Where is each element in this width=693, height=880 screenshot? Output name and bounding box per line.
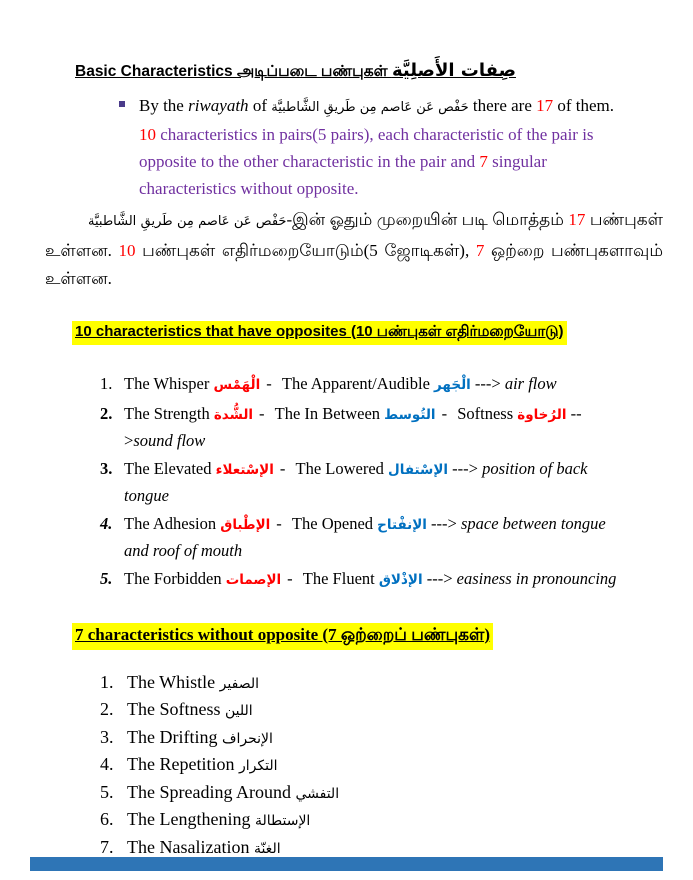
- section-heading-opposites: 10 characteristics that have opposites (10 பண்புகள் எதிர்மறையோடு): [72, 321, 567, 345]
- list-item: [100, 782, 658, 805]
- count-17: 17: [536, 96, 554, 115]
- term-arabic: الغنّة: [253, 840, 281, 857]
- dash-separator: -: [441, 403, 448, 423]
- term-arabic-blue: الْجَهر: [434, 376, 471, 393]
- intro-purple-text-1: characteristics in pairs(5 pairs), each characteristic of the pair is opposite to the other characteristic in the pair and: [139, 125, 594, 171]
- term-english: The Nasalization: [127, 836, 254, 857]
- list-item: [100, 566, 645, 593]
- term-english: The Drifting: [127, 726, 222, 747]
- term-english: The Apparent/Audible: [277, 373, 435, 393]
- bottom-blue-bar: [30, 857, 663, 871]
- intro-of: of: [248, 96, 272, 115]
- item-number: 1.: [100, 671, 114, 692]
- term-arabic-red: الرُخاوة: [517, 406, 567, 423]
- item-description: easiness in pronouncing: [456, 568, 617, 588]
- intro-of-them: of them.: [553, 96, 615, 115]
- item-number: 7.: [100, 836, 114, 857]
- term-english: The Lengthening: [127, 809, 255, 829]
- list-item: [100, 401, 645, 453]
- list-item: [100, 727, 658, 750]
- item-number: 3.: [100, 458, 113, 478]
- arrow-text: --->: [426, 513, 461, 533]
- tamil-text-1: -இன் ஓதும் முறையின் படி மொத்தம்: [286, 210, 569, 229]
- list-item: [100, 511, 645, 563]
- dash-separator: -: [259, 403, 265, 423]
- title-arabic: صِفات الأَصلِيَّة: [391, 60, 516, 81]
- item-number: 1.: [100, 373, 113, 393]
- term-english: The Spreading Around: [127, 781, 296, 802]
- item-number: 3.: [100, 726, 114, 747]
- item-description: position of back tongue: [124, 458, 588, 505]
- title-tamil: அடிப்படை பண்புகள்: [236, 63, 392, 80]
- tamil-text-2: பண்புகள் உள்ளன.: [45, 210, 663, 260]
- list-item: [100, 672, 658, 695]
- list-item: [100, 699, 658, 722]
- term-arabic-red: الْهَمْس: [213, 376, 261, 393]
- term-arabic: اللين: [225, 703, 253, 719]
- intro-there-are: there are: [468, 96, 537, 115]
- intro-paragraph: [139, 92, 619, 202]
- riwayath-word: riwayath: [188, 96, 249, 115]
- intro-purple-text-2: singular characteristics without opposite.: [139, 152, 547, 198]
- dash-separator: -: [287, 568, 293, 588]
- term-arabic-red: الشُّدة: [213, 406, 254, 423]
- dash-separator: -: [279, 458, 286, 478]
- term-english: The Strength: [124, 403, 214, 423]
- term-english: The In Between: [270, 403, 385, 423]
- item-number: 4.: [100, 513, 113, 533]
- opposite-pairs-list: [100, 371, 645, 593]
- list-item: [100, 809, 658, 832]
- tamil-text-3: பண்புகள் எதிர்மறையோடும்(5 ஜோடிகள்),: [135, 240, 476, 260]
- item-number: 5.: [100, 781, 114, 802]
- term-arabic-blue: الإسْتفال: [388, 461, 449, 478]
- item-description: space between tongue and roof of mouth: [124, 513, 606, 560]
- arabic-riwayah-chain: حَفْص عَن عَاصم مِن طَريقِ الشَّاطبيَّة: [88, 214, 287, 229]
- item-number: 4.: [100, 754, 114, 774]
- item-description: sound flow: [133, 430, 206, 450]
- list-item: [100, 754, 658, 777]
- dash-separator: -: [266, 373, 272, 393]
- count-7: 7: [475, 240, 485, 260]
- single-characteristics-list: [100, 672, 658, 860]
- term-english: The Whistle: [127, 671, 220, 692]
- title-english: Basic Characteristics: [75, 63, 237, 80]
- count-17: 17: [568, 210, 586, 229]
- term-english: The Opened: [287, 513, 378, 533]
- term-english: Softness: [453, 403, 518, 423]
- tamil-text-4: ஒற்றை பண்புகளாவும் உள்ளன.: [45, 240, 664, 288]
- term-english: The Adhesion: [124, 513, 221, 533]
- term-english: The Fluent: [298, 568, 379, 588]
- term-english: The Softness: [127, 699, 225, 719]
- term-english: The Whisper: [124, 373, 214, 393]
- term-arabic-blue: الإنفْتاح: [377, 516, 427, 533]
- term-arabic-red: الإسْتعلاء: [215, 461, 274, 478]
- list-item: [100, 371, 645, 398]
- tamil-summary-paragraph: [45, 206, 663, 294]
- term-english: The Elevated: [124, 458, 216, 478]
- section-heading-singles: 7 characteristics without opposite (7 ஒற்றைப் பண்புகள்): [72, 623, 493, 650]
- page-title: [75, 60, 658, 82]
- arabic-riwayah-chain: حَفْص عَن عَاصم مِن طَريقِ الشَّاطبيَّة: [271, 100, 469, 115]
- term-arabic: الإنحراف: [221, 730, 273, 747]
- term-arabic-red: الإصمات: [225, 571, 282, 588]
- item-number: 2.: [100, 699, 114, 719]
- arrow-text: --->: [448, 458, 483, 478]
- count-7: 7: [479, 152, 488, 171]
- term-arabic: التكرار: [238, 758, 278, 774]
- count-10: 10: [139, 125, 156, 144]
- term-arabic-red: الإطْباق: [220, 516, 271, 533]
- term-english: The Lowered: [291, 458, 389, 478]
- intro-bullet-item: [119, 92, 619, 202]
- term-arabic-blue: الإذْلاق: [378, 571, 423, 588]
- item-number: 6.: [100, 809, 114, 829]
- item-number: 2.: [100, 403, 113, 423]
- term-arabic: التفشي: [295, 785, 340, 802]
- list-item: [100, 456, 645, 508]
- intro-pre: By the: [139, 96, 189, 115]
- arrow-text: -->: [124, 403, 582, 450]
- term-arabic: الإستطالة: [254, 813, 311, 829]
- term-arabic: الصفير: [219, 675, 259, 692]
- square-bullet-icon: [119, 101, 125, 107]
- arrow-text: --->: [422, 568, 457, 588]
- item-number: 5.: [100, 568, 113, 588]
- term-english: The Forbidden: [124, 568, 226, 588]
- dash-separator: -: [276, 513, 282, 533]
- term-english: The Repetition: [127, 754, 239, 774]
- arrow-text: --->: [470, 373, 505, 393]
- item-description: air flow: [504, 373, 557, 393]
- term-arabic-blue: التُوسط: [384, 406, 436, 423]
- count-10: 10: [118, 240, 136, 260]
